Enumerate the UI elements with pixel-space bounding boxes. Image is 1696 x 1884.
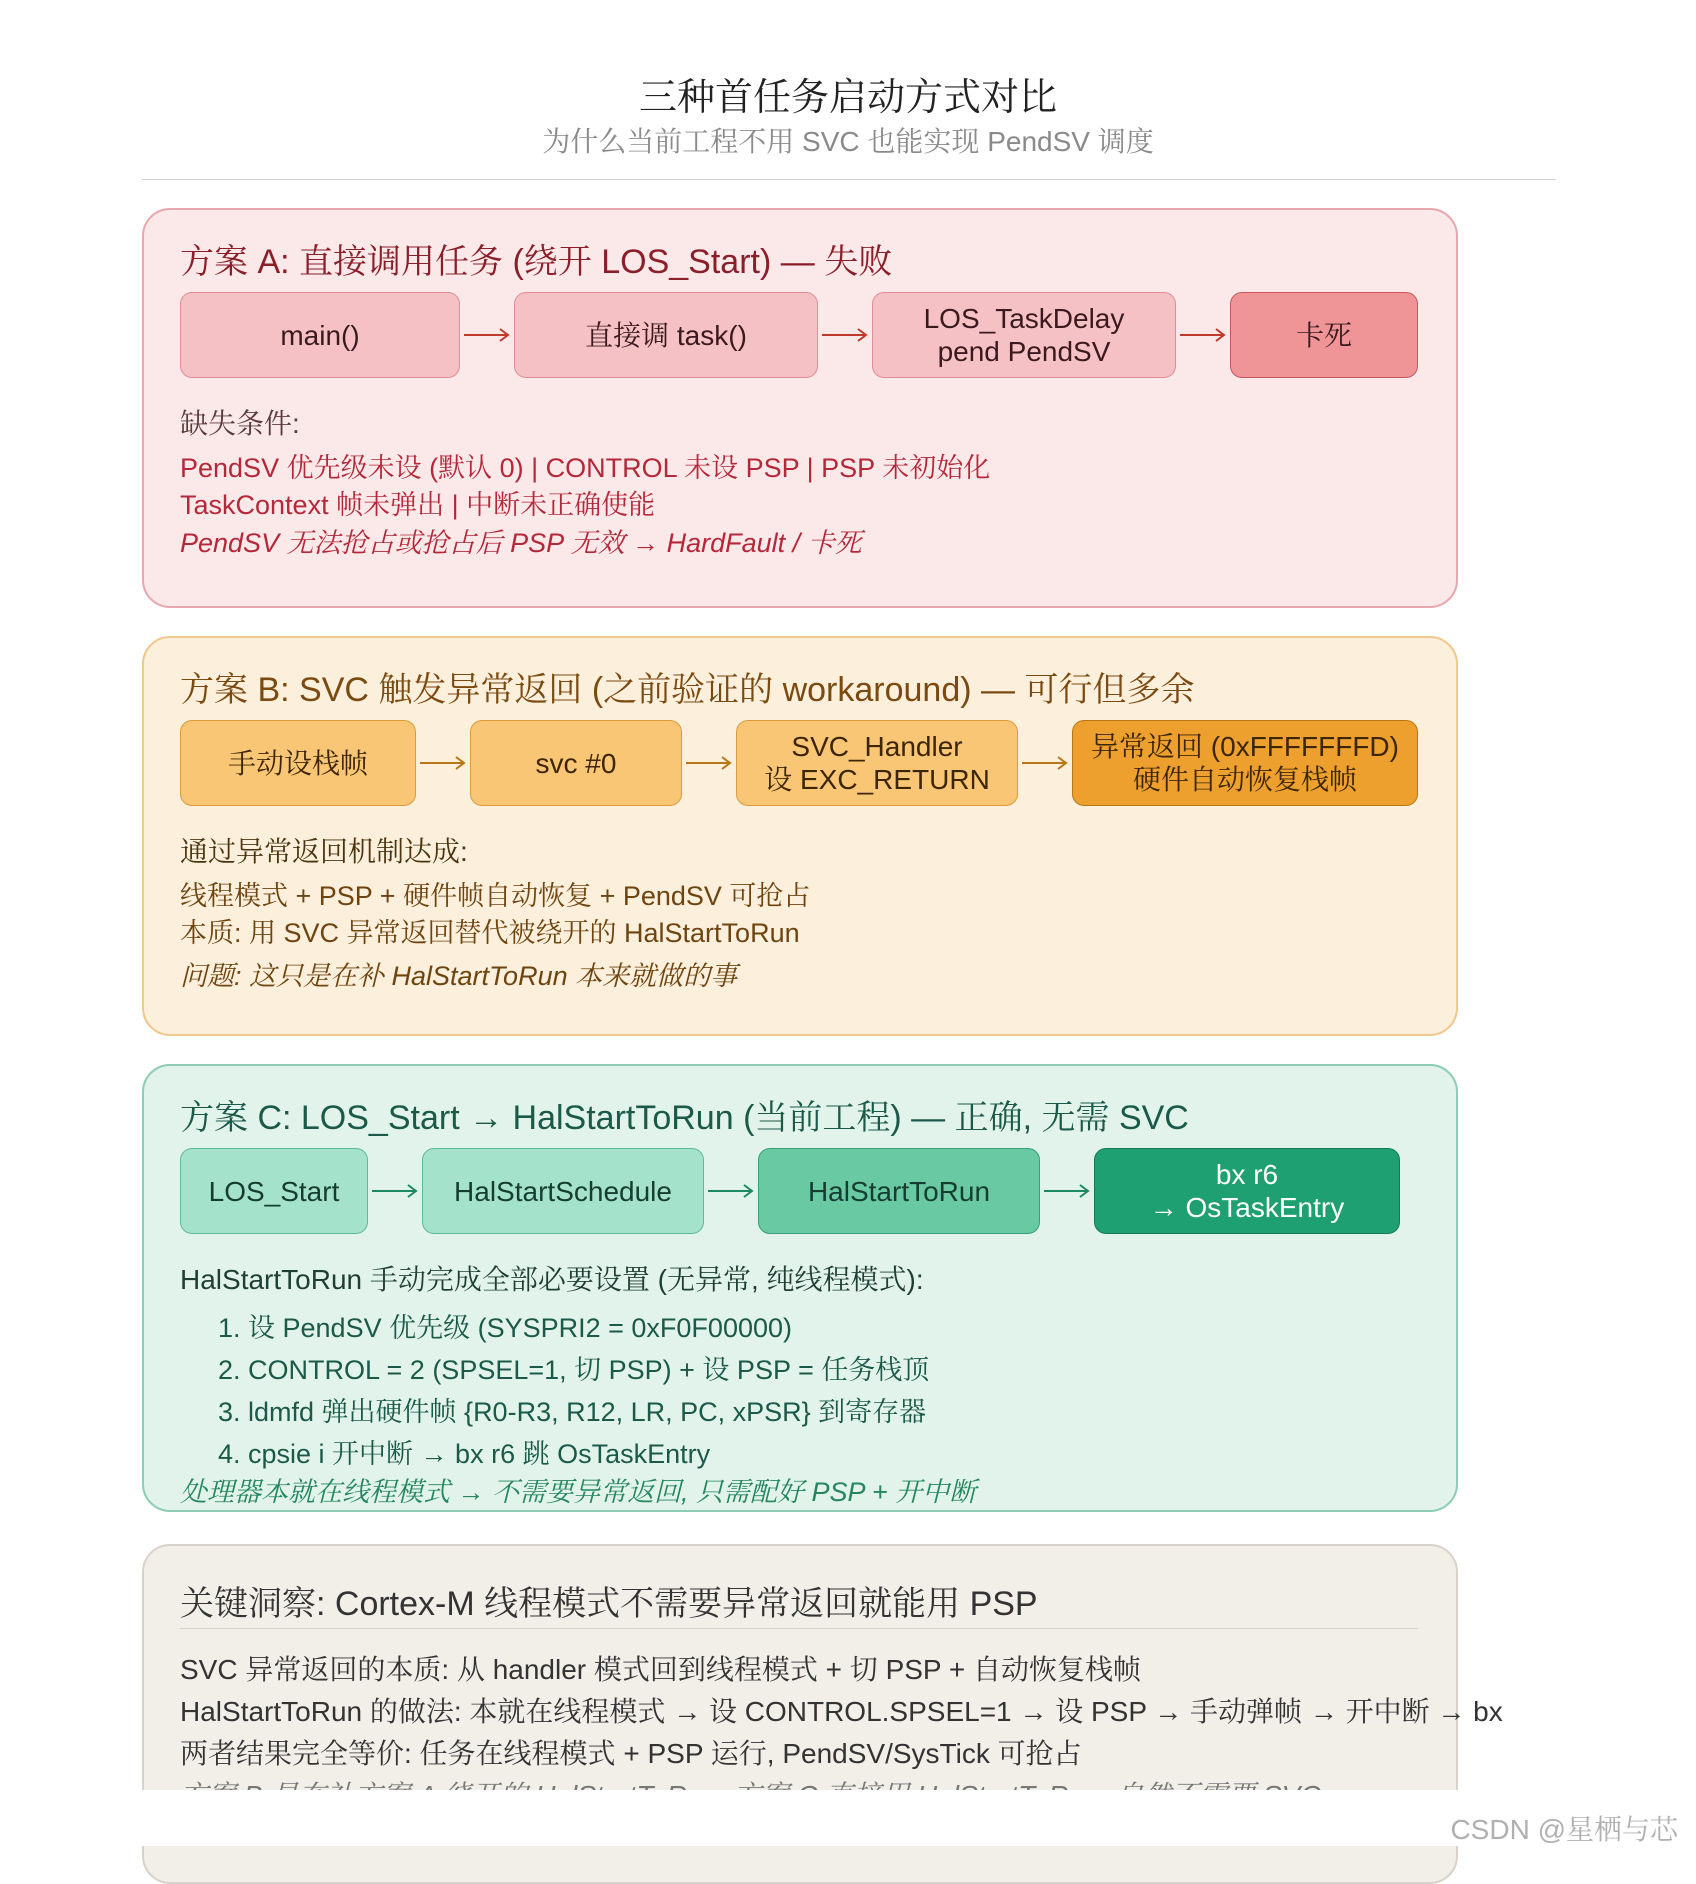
- arrow-b-2: [684, 753, 734, 773]
- arrow-b-3: [1020, 753, 1070, 773]
- header-divider: [142, 179, 1556, 180]
- arrow-c-1: [370, 1181, 420, 1201]
- panel-d-line-2: HalStartToRun 的做法: 本就在线程模式 → 设 CONTROL.SPSEL=1 → 设 PSP → 手动弹帧 → 开中断 → bx: [180, 1696, 1503, 1727]
- page-title: 三种首任务启动方式对比: [638, 77, 1057, 119]
- panel-b-line-2: 本质: 用 SVC 异常返回替代被绕开的 HalStartToRun: [180, 918, 800, 948]
- panel-c-label: HalStartToRun 手动完成全部必要设置 (无异常, 纯线程模式):: [180, 1264, 924, 1295]
- flow-b-manual-frame-label: 手动设栈帧: [227, 747, 368, 779]
- flow-a-taskdelay: [872, 292, 1176, 378]
- panel-a-title: 方案 A: 直接调用任务 (绕开 LOS_Start) — 失败: [180, 243, 893, 281]
- panel-c-step-3: 3. ldmfd 弹出硬件帧 {R0-R3, R12, LR, PC, xPSR} 到寄存器: [218, 1397, 927, 1427]
- flow-c-halstarttorun-label: HalStartToRun: [807, 1175, 991, 1207]
- flow-a-direct-task-label: 直接调 task(): [585, 319, 747, 351]
- watermark: CSDN @星栖与芯: [1450, 1814, 1678, 1845]
- flow-c-halstartschedule: [422, 1148, 704, 1234]
- arrow-c-2: [706, 1181, 756, 1201]
- panel-b-line-1: 线程模式 + PSP + 硬件帧自动恢复 + PendSV 可抢占: [180, 881, 811, 911]
- flow-a-hang-label: 卡死: [1295, 319, 1352, 351]
- flow-b-svc-handler-line2: 设 EXC_RETURN: [764, 764, 990, 795]
- flow-c-halstarttorun: [758, 1148, 1040, 1234]
- panel-c-note: 处理器本就在线程模式 → 不需要异常返回, 只需配好 PSP + 开中断: [180, 1477, 977, 1507]
- panel-b-title: 方案 B: SVC 触发异常返回 (之前验证的 workaround) — 可行但多余: [180, 671, 1195, 709]
- arrow-c-3: [1042, 1181, 1092, 1201]
- flow-b-svc-handler: [736, 720, 1018, 806]
- panel-a-line-2: TaskContext 帧未弹出 | 中断未正确使能: [180, 490, 656, 520]
- panel-d-line-3: 两者结果完全等价: 任务在线程模式 + PSP 运行, PendSV/SysTick 可抢占: [180, 1738, 1082, 1769]
- panel-a-line-1: PendSV 优先级未设 (默认 0) | CONTROL 未设 PSP | PSP 未初始化: [180, 453, 991, 483]
- panel-c: [142, 1064, 1458, 1512]
- flow-b-svc: [470, 720, 682, 806]
- flow-b-svc-handler-line1: SVC_Handler: [791, 731, 963, 762]
- flow-c-bx-r6-line1: bx r6: [1215, 1159, 1279, 1190]
- panel-c-step-2: 2. CONTROL = 2 (SPSEL=1, 切 PSP) + 设 PSP = 任务栈顶: [218, 1355, 930, 1385]
- flow-a-direct-task: [514, 292, 818, 378]
- flow-a-main-label: main(): [280, 319, 360, 351]
- panel-b-label: 通过异常返回机制达成:: [180, 836, 468, 867]
- flow-c-halstartschedule-label: HalStartSchedule: [454, 1175, 672, 1207]
- flow-a-taskdelay-line2: pend PendSV: [937, 336, 1111, 367]
- panel-c-step-1: 1. 设 PendSV 优先级 (SYSPRI2 = 0xF0F00000): [218, 1313, 793, 1343]
- arrow-a-3: [1178, 325, 1228, 345]
- panel-c-step-4: 4. cpsie i 开中断 → bx r6 跳 OsTaskEntry: [218, 1439, 711, 1469]
- flow-c-los-start: [180, 1148, 368, 1234]
- flow-b-svc-label: svc #0: [535, 747, 617, 779]
- flow-a-taskdelay-line1: LOS_TaskDelay: [923, 303, 1125, 334]
- arrow-b-1: [418, 753, 468, 773]
- panel-a-label: 缺失条件:: [180, 408, 300, 439]
- flow-b-exception-return-line2: 硬件自动恢复栈帧: [1132, 764, 1357, 795]
- page-subtitle: 为什么当前工程不用 SVC 也能实现 PendSV 调度: [542, 126, 1154, 157]
- arrow-a-2: [820, 325, 870, 345]
- bottom-clip-band: [0, 1790, 1696, 1846]
- panel-d-title: 关键洞察: Cortex-M 线程模式不需要异常返回就能用 PSP: [180, 1585, 1038, 1623]
- flow-c-los-start-label: LOS_Start: [208, 1175, 340, 1207]
- panel-d-line-1: SVC 异常返回的本质: 从 handler 模式回到线程模式 + 切 PSP + 自动恢复栈帧: [180, 1654, 1141, 1685]
- flow-a-hang: [1230, 292, 1418, 378]
- panel-d-divider: [180, 1628, 1418, 1629]
- arrow-a-1: [462, 325, 512, 345]
- flow-c-bx-r6: [1094, 1148, 1400, 1234]
- flow-b-exception-return: [1072, 720, 1418, 806]
- flow-c-bx-r6-line2: → OsTaskEntry: [1149, 1192, 1345, 1223]
- panel-b: [142, 636, 1458, 1036]
- flow-a-main: [180, 292, 460, 378]
- panel-a: [142, 208, 1458, 608]
- panel-a-line-3: PendSV 无法抢占或抢占后 PSP 无效 → HardFault / 卡死: [180, 528, 862, 558]
- flow-b-exception-return-line1: 异常返回 (0xFFFFFFFD): [1091, 731, 1399, 762]
- flow-b-manual-frame: [180, 720, 416, 806]
- panel-c-title: 方案 C: LOS_Start → HalStartToRun (当前工程) — 正确, 无需 SVC: [180, 1099, 1189, 1137]
- panel-b-line-3: 问题: 这只是在补 HalStartToRun 本来就做的事: [180, 961, 738, 991]
